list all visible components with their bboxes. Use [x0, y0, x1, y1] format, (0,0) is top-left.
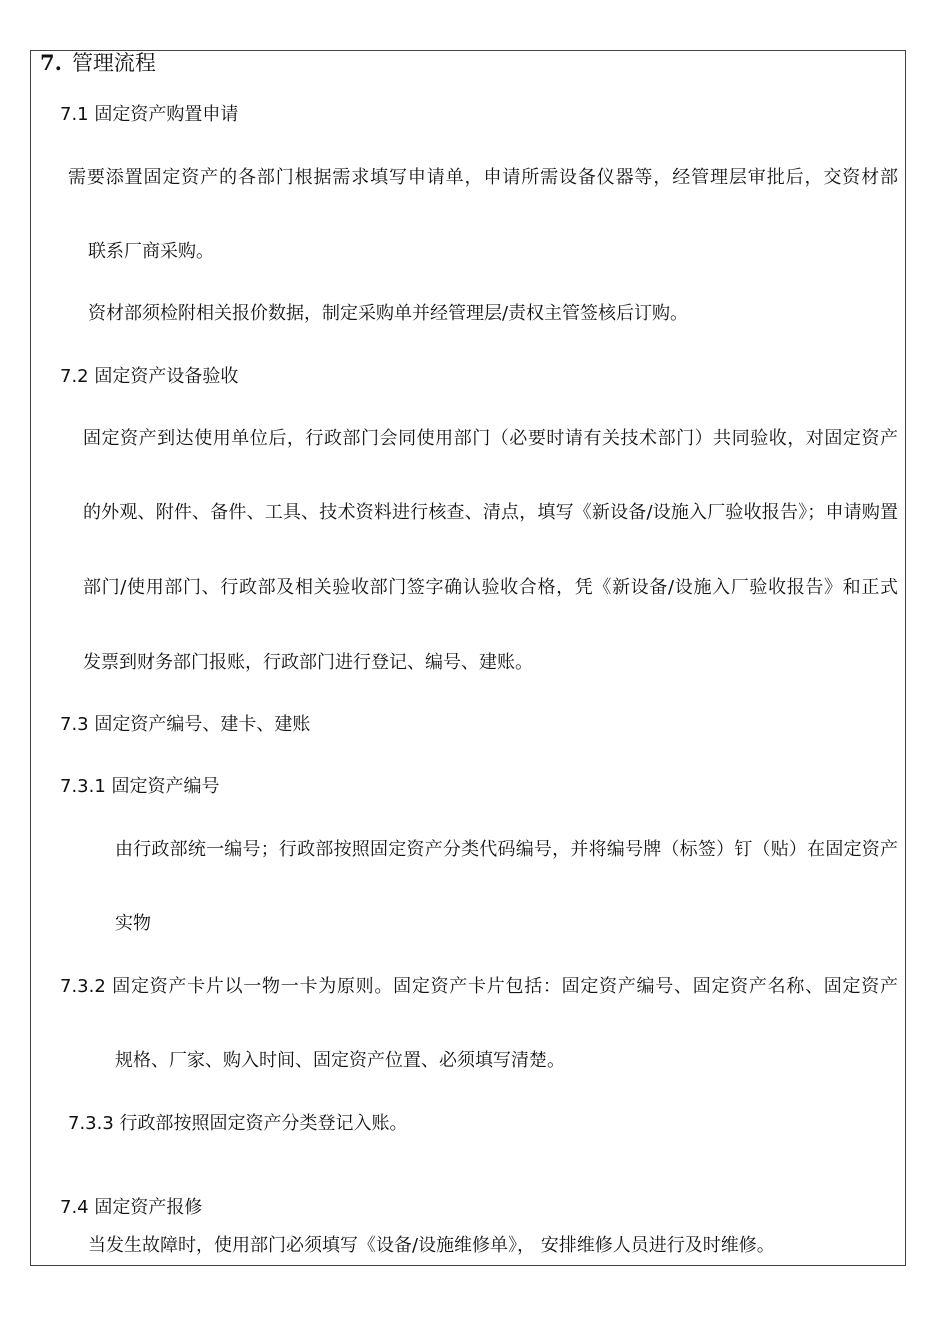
subsection-heading-7-3-1: 7.3.1 固定资产编号	[60, 776, 220, 797]
paragraph-line: 由行政部统一编号；行政部按照固定资产分类代码编号，并将编号牌（标签）钉（贴）在固定资产	[115, 839, 898, 860]
section-heading	[40, 51, 156, 75]
section-title: 管理流程	[71, 51, 156, 75]
paragraph-line: 固定资产到达使用单位后，行政部门会同使用部门（必要时请有关技术部门）共同验收，对固定资产	[83, 428, 898, 449]
paragraph-line-7-3-3: 7.3.3 行政部按照固定资产分类登记入账。	[68, 1113, 408, 1134]
paragraph-line: 发票到财务部门报账，行政部门进行登记、编号、建账。	[83, 652, 533, 673]
subsection-heading-7-2: 7.2 固定资产设备验收	[60, 366, 239, 387]
paragraph-line: 资材部须检附相关报价数据，制定采购单并经管理层/责权主管签核后订购。	[88, 303, 689, 324]
paragraph-line: 联系厂商采购。	[88, 241, 214, 262]
subsection-heading-7-4: 7.4 固定资产报修	[60, 1197, 203, 1218]
paragraph-line: 需要添置固定资产的各部门根据需求填写申请单，申请所需设备仪器等，经管理层审批后，交资材部	[68, 167, 898, 188]
paragraph-line: 规格、厂家、购入时间、固定资产位置、必须填写清楚。	[115, 1050, 565, 1071]
paragraph-line: 部门/使用部门、行政部及相关验收部门签字确认验收合格，凭《新设备/设施入厂验收报告》和正式	[83, 577, 898, 598]
paragraph-line: 的外观、附件、备件、工具、技术资料进行核查、清点，填写《新设备/设施入厂验收报告》；申请购置	[83, 502, 898, 523]
subsection-heading-7-1: 7.1 固定资产购置申请	[60, 104, 239, 125]
paragraph-line-7-3-2: 7.3.2 固定资产卡片以一物一卡为原则。固定资产卡片包括：固定资产编号、固定资产名称、固定资产	[60, 976, 898, 997]
subsection-heading-7-3: 7.3 固定资产编号、建卡、建账	[60, 714, 311, 735]
section-number: 7.	[40, 50, 62, 75]
paragraph-line: 当发生故障时，使用部门必须填写《设备/设施维修单》， 安排维修人员进行及时维修。	[88, 1235, 775, 1256]
paragraph-line: 实物	[115, 913, 151, 934]
